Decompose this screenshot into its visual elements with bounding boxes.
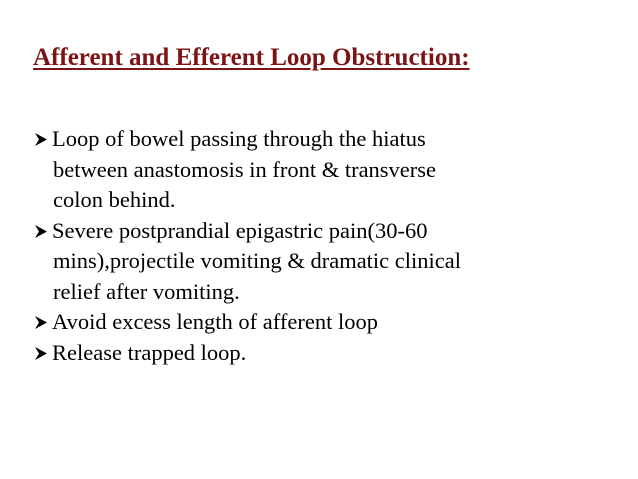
- bullet-item: [34, 124, 594, 216]
- bullet-list: [34, 124, 594, 368]
- bullet-text-line: Avoid excess length of afferent loop: [52, 309, 378, 334]
- arrow-bullet-icon: [34, 224, 52, 239]
- bullet-item: [34, 338, 594, 369]
- bullet-item: [34, 216, 594, 308]
- bullet-text-line: between anastomosis in front & transverse: [53, 156, 437, 182]
- bullet-text-line: Severe postprandial epigastric pain(30-60: [52, 217, 428, 243]
- arrow-bullet-icon: [34, 132, 52, 147]
- slide-title: Afferent and Efferent Loop Obstruction:: [33, 44, 470, 71]
- bullet-item: [34, 307, 594, 338]
- bullet-text-line: mins),projectile vomiting & dramatic clinical: [53, 248, 462, 273]
- bullet-text-line: relief after vomiting.: [53, 278, 240, 304]
- arrow-bullet-icon: [34, 346, 52, 361]
- bullet-text-line: colon behind.: [53, 187, 176, 212]
- bullet-text-line: Release trapped loop.: [52, 339, 247, 365]
- bullet-text-line: Loop of bowel passing through the hiatus: [52, 126, 426, 151]
- arrow-bullet-icon: [34, 315, 52, 330]
